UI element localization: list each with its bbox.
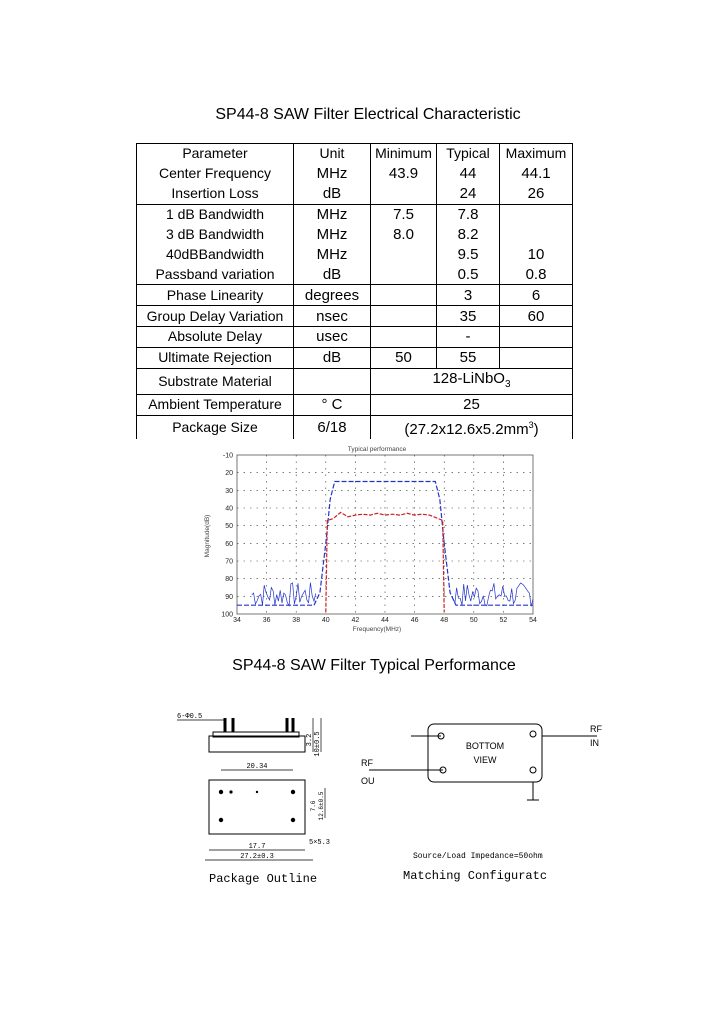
cell-param: 1 dB Bandwidth	[137, 204, 294, 224]
header-unit: Unit	[294, 144, 371, 164]
header-typical: Typical	[437, 144, 500, 164]
cell-max	[500, 327, 573, 348]
x-tick-label: 44	[381, 617, 389, 624]
cell-unit: dB	[294, 184, 371, 204]
y-tick-label: 60	[225, 540, 233, 548]
caption-package-outline: Package Outline	[209, 872, 318, 886]
height2-label: 3.2	[306, 733, 314, 747]
cell-unit	[294, 368, 371, 394]
cell-param: Insertion Loss	[137, 184, 294, 204]
performance-title: SP44-8 SAW Filter Typical Performance	[232, 657, 516, 674]
series-line-wideband	[237, 482, 533, 606]
cell-unit: degrees	[294, 285, 371, 306]
cell-min: 8.0	[371, 225, 437, 245]
x-tick-label: 54	[529, 617, 537, 624]
cell-typ: 44	[437, 164, 500, 184]
cell-typ: 7.8	[437, 204, 500, 224]
cell-typ: 24	[437, 184, 500, 204]
cell-typ: 8.2	[437, 225, 500, 245]
cell-param: Passband variation	[137, 264, 294, 284]
table-row	[137, 327, 573, 348]
cell-min: 7.5	[371, 204, 437, 224]
cell-max	[500, 225, 573, 245]
cell-substrate-value	[371, 368, 573, 394]
y-tick-labels	[221, 453, 233, 619]
bottom-dim-label: 5×5.3	[309, 839, 331, 847]
table-row	[137, 306, 573, 327]
cell-unit: MHz	[294, 204, 371, 224]
cell-param: Center Frequency	[137, 164, 294, 184]
cell-unit: nsec	[294, 306, 371, 327]
package-text: (27.2x12.6x5.2mm	[404, 420, 529, 438]
header-maximum: Maximum	[500, 144, 573, 164]
cell-max: 10	[500, 244, 573, 264]
cell-param: Ultimate Rejection	[137, 347, 294, 368]
outer-label: 27.2±0.3	[240, 853, 274, 861]
cell-min	[371, 244, 437, 264]
x-tick-label: 46	[410, 617, 419, 624]
table-header-row	[137, 144, 573, 164]
table-row	[137, 184, 573, 204]
bottom-view-box	[428, 724, 542, 782]
cell-max: 0.8	[500, 264, 573, 284]
cell-unit: MHz	[294, 244, 371, 264]
pin-dots	[219, 790, 295, 822]
cell-typ: 55	[437, 347, 500, 368]
rf-in-label-2: IN	[590, 738, 599, 748]
cell-param: 40dBBandwidth	[137, 244, 294, 264]
stopband-noise-trace	[252, 583, 316, 606]
x-axis-label: Frequency(MHz)	[352, 626, 402, 633]
cell-typ: -	[437, 327, 500, 348]
pitch-label: 7.6	[310, 800, 317, 812]
cell-unit: dB	[294, 347, 371, 368]
package-superscript: 3	[528, 419, 534, 430]
chart-title: Typical performance	[347, 446, 407, 453]
cell-param: Package Size	[137, 415, 294, 439]
cell-max: 60	[500, 306, 573, 327]
cell-param: Substrate Material	[137, 368, 294, 394]
cell-max: 44.1	[500, 164, 573, 184]
cell-ambient-value: 25	[371, 394, 573, 415]
cell-param: Absolute Delay	[137, 327, 294, 348]
x-tick-label: 48	[440, 617, 449, 624]
table-row	[137, 225, 573, 245]
cell-package-value	[371, 415, 573, 439]
cell-min	[371, 306, 437, 327]
cell-param: 3 dB Bandwidth	[137, 225, 294, 245]
y-tick-label: -10	[222, 452, 233, 460]
y-tick-label: 40	[225, 505, 233, 513]
x-tick-label: 36	[262, 617, 271, 624]
page-title: SP44-8 SAW Filter Electrical Characteristic	[215, 106, 521, 123]
cell-max	[500, 204, 573, 224]
cell-min	[371, 327, 437, 348]
cell-unit: ° C	[294, 394, 371, 415]
stopband-noise	[252, 583, 533, 607]
y-axis-label: Magnitude(dB)	[204, 514, 211, 558]
pin-dot	[229, 790, 232, 793]
impedance-note: Source/Load Impedance=50ohm	[413, 852, 543, 861]
plot-frame	[237, 455, 533, 614]
package-body-side	[209, 736, 305, 752]
chart-grid	[237, 455, 533, 614]
cell-min	[371, 264, 437, 284]
cell-typ: 9.5	[437, 244, 500, 264]
table-row	[137, 368, 573, 394]
cell-max: 6	[500, 285, 573, 306]
substrate-subscript: 3	[504, 378, 511, 390]
x-tick-label: 38	[292, 617, 301, 624]
bottom-view-label-2: VIEW	[473, 755, 497, 765]
caption-matching-config: Matching Configuratc	[403, 869, 548, 883]
pad	[530, 767, 536, 773]
pin-dot	[219, 818, 223, 822]
cell-min	[371, 285, 437, 306]
height-label: 10±0.5	[314, 731, 322, 757]
table-row	[137, 264, 573, 284]
y-tick-label: 30	[225, 487, 233, 495]
rf-in-label-1: RF	[590, 724, 602, 734]
y-tick-label: 90	[225, 593, 233, 601]
table-row	[137, 394, 573, 415]
inner-label: 17.7	[248, 843, 266, 851]
cell-param: Ambient Temperature	[137, 394, 294, 415]
cell-unit: dB	[294, 264, 371, 284]
pin-dot	[256, 791, 258, 793]
cell-min: 43.9	[371, 164, 437, 184]
table-row	[137, 347, 573, 368]
package-body-top	[209, 780, 305, 834]
cell-param: Phase Linearity	[137, 285, 294, 306]
package-drawing	[165, 700, 615, 895]
x-tick-label: 40	[321, 617, 330, 624]
typical-performance-chart	[195, 440, 540, 635]
y-tick-label: 50	[225, 523, 233, 531]
table-row	[137, 285, 573, 306]
cell-typ: 35	[437, 306, 500, 327]
cell-typ: 3	[437, 285, 500, 306]
table-row	[137, 415, 573, 439]
pin-dot	[291, 818, 295, 822]
cell-min: 50	[371, 347, 437, 368]
bottom-view-label-1: BOTTOM	[465, 741, 505, 751]
cell-unit: 6/18	[294, 415, 371, 439]
rf-out-label-1: RF	[361, 758, 373, 768]
pin-dot	[291, 790, 295, 794]
y-tick-label: 20	[225, 470, 233, 478]
cell-param: Group Delay Variation	[137, 306, 294, 327]
width-label: 20.34	[246, 763, 268, 771]
cell-typ: 0.5	[437, 264, 500, 284]
y-tick-label: 70	[225, 558, 233, 566]
stopband-noise-trace	[453, 583, 533, 606]
header-minimum: Minimum	[371, 144, 437, 164]
side-view	[177, 718, 321, 752]
cell-max	[500, 347, 573, 368]
table-row	[137, 244, 573, 264]
table-row	[137, 164, 573, 184]
x-tick-label: 34	[233, 617, 241, 624]
x-tick-label: 42	[351, 617, 360, 624]
y-tick-label: 80	[225, 576, 233, 584]
pad	[530, 731, 536, 737]
cell-unit: MHz	[294, 164, 371, 184]
pin-dot	[219, 790, 223, 794]
cell-unit: MHz	[294, 225, 371, 245]
pitch2-label: 12.6±0.5	[318, 791, 325, 821]
x-tick-label: 50	[469, 617, 478, 624]
x-tick-label: 52	[499, 617, 508, 624]
cell-unit: usec	[294, 327, 371, 348]
header-parameter: Parameter	[137, 144, 294, 164]
package-close: )	[533, 420, 539, 438]
electrical-characteristics-table	[136, 143, 573, 439]
cell-max: 26	[500, 184, 573, 204]
rf-out-label-2: OU	[361, 776, 375, 786]
table-row	[137, 204, 573, 224]
pins-label: 6-Φ0.5	[177, 713, 203, 721]
substrate-text: 128-LiNbO	[432, 369, 505, 387]
x-tick-labels	[233, 617, 537, 624]
y-tick-label: 100	[221, 611, 233, 619]
cell-min	[371, 184, 437, 204]
